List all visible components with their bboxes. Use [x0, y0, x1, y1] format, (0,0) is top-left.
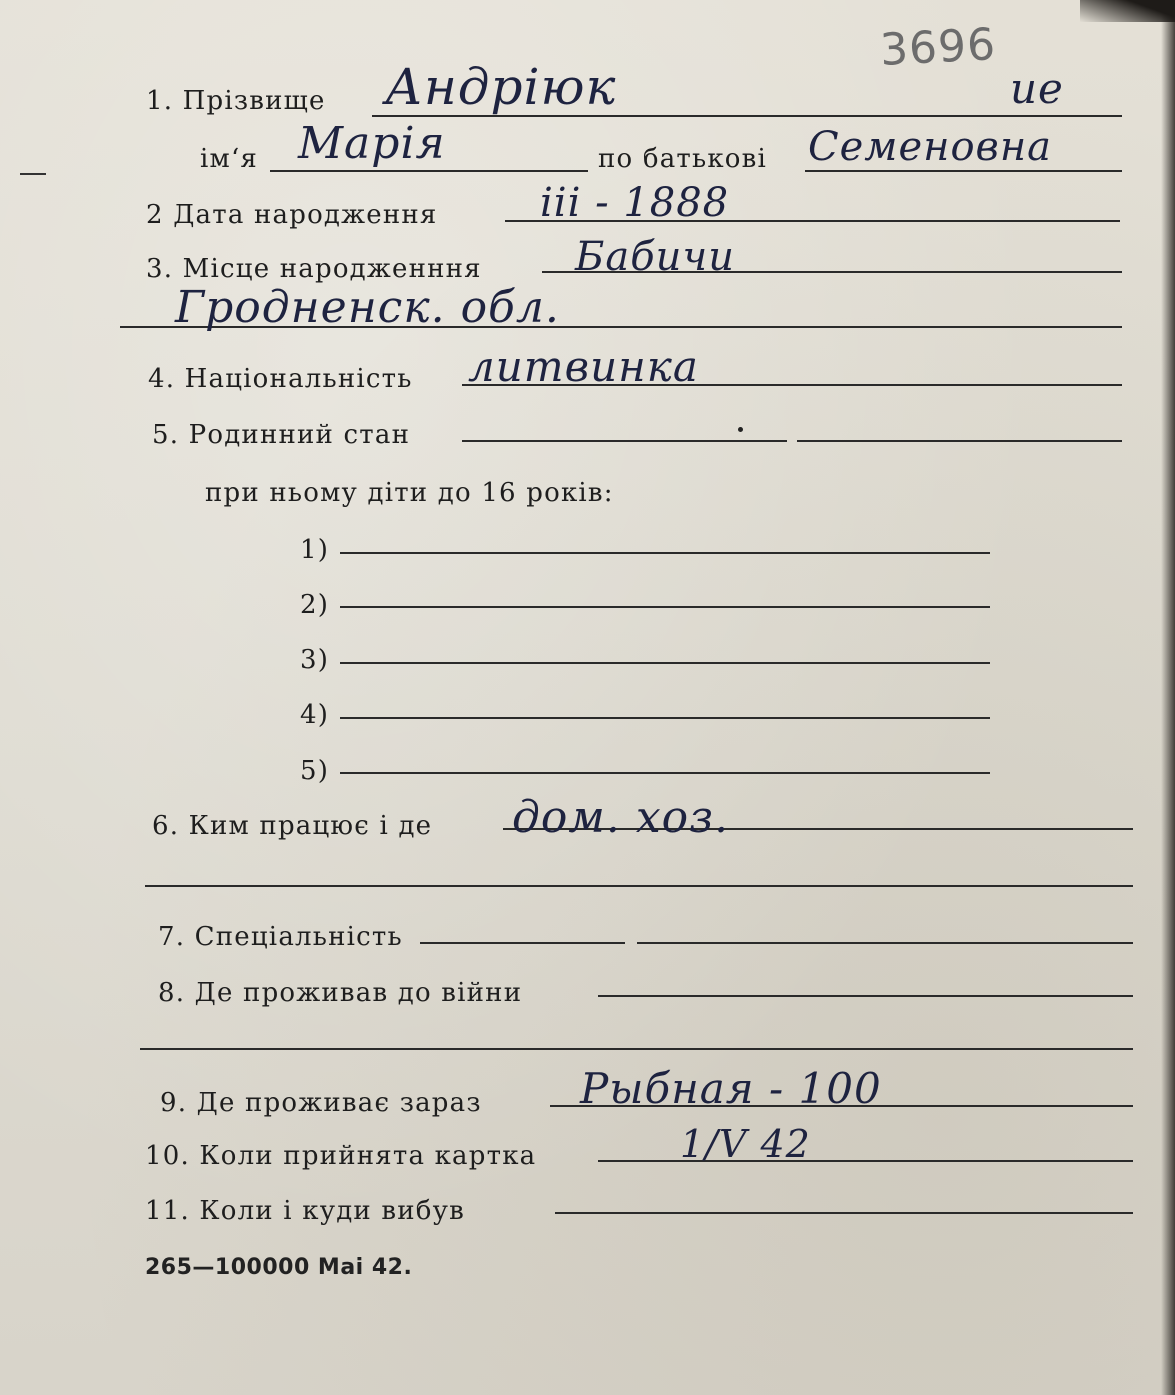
- specialty-label: 7. Спеціальність: [158, 922, 403, 952]
- birth-place-value: Бабичи: [575, 234, 736, 280]
- first-name-line: [270, 170, 588, 172]
- occupation-line-2: [145, 885, 1133, 887]
- first-name-label: ім‘я: [200, 144, 259, 174]
- patronymic-value: Семеновна: [808, 124, 1053, 170]
- nationality-value: литвинка: [468, 342, 699, 391]
- child-number-2: 2): [300, 590, 330, 620]
- current-residence-value: Рыбная - 100: [580, 1064, 882, 1113]
- prewar-residence-label: 8. Де проживав до війни: [158, 978, 523, 1008]
- departure-label: 11. Коли і куди вибув: [145, 1196, 465, 1226]
- specialty-line-a: [420, 942, 625, 944]
- surname-label: 1. Прізвище: [146, 86, 326, 116]
- nationality-label: 4. Національність: [148, 364, 413, 394]
- birth-date-label: 2 Дата народження: [146, 200, 438, 230]
- first-name-value: Марiя: [298, 118, 446, 169]
- birth-date-value: ііі - 1888: [540, 180, 730, 226]
- child-line-1: [340, 552, 990, 554]
- scan-edge-shadow: [1161, 0, 1175, 1395]
- surname-value: Андрiюк: [385, 58, 617, 116]
- surname-extra: ие: [1010, 64, 1064, 113]
- scan-corner-shadow: [1080, 0, 1175, 22]
- children-label: при ньому діти до 16 років:: [205, 478, 614, 508]
- child-number-5: 5): [300, 756, 330, 786]
- card-accepted-label: 10. Коли прийнята картка: [145, 1141, 537, 1171]
- departure-line: [555, 1212, 1133, 1214]
- child-line-3: [340, 662, 990, 664]
- patronymic-label: по батькові: [598, 144, 767, 174]
- occupation-label: 6. Ким працює і де: [152, 811, 433, 841]
- marital-status-line-b: [797, 440, 1122, 442]
- child-line-4: [340, 717, 990, 719]
- print-code: 265—100000 Mai 42.: [145, 1255, 413, 1280]
- occupation-value: дом. хоз.: [512, 792, 730, 843]
- child-line-2: [340, 606, 990, 608]
- marital-status-line-a: [462, 440, 787, 442]
- prewar-residence-line: [598, 995, 1133, 997]
- child-number-4: 4): [300, 700, 330, 730]
- specialty-line-b: [637, 942, 1133, 944]
- marital-status-label: 5. Родинний стан: [152, 420, 411, 450]
- archive-number: 3696: [878, 18, 998, 77]
- current-residence-label: 9. Де проживає зараз: [160, 1088, 482, 1118]
- card-accepted-value: 1/V 42: [680, 1122, 811, 1166]
- ink-dot: [738, 427, 743, 432]
- child-number-3: 3): [300, 645, 330, 675]
- birth-place-value-2: Гродненск. обл.: [175, 282, 560, 333]
- prewar-residence-line-2: [140, 1048, 1133, 1050]
- card-accepted-line: [598, 1160, 1133, 1162]
- patronymic-line: [805, 170, 1122, 172]
- child-number-1: 1): [300, 535, 330, 565]
- birth-place-label: 3. Місце народженння: [146, 254, 482, 284]
- child-line-5: [340, 772, 990, 774]
- margin-dash: [20, 173, 46, 175]
